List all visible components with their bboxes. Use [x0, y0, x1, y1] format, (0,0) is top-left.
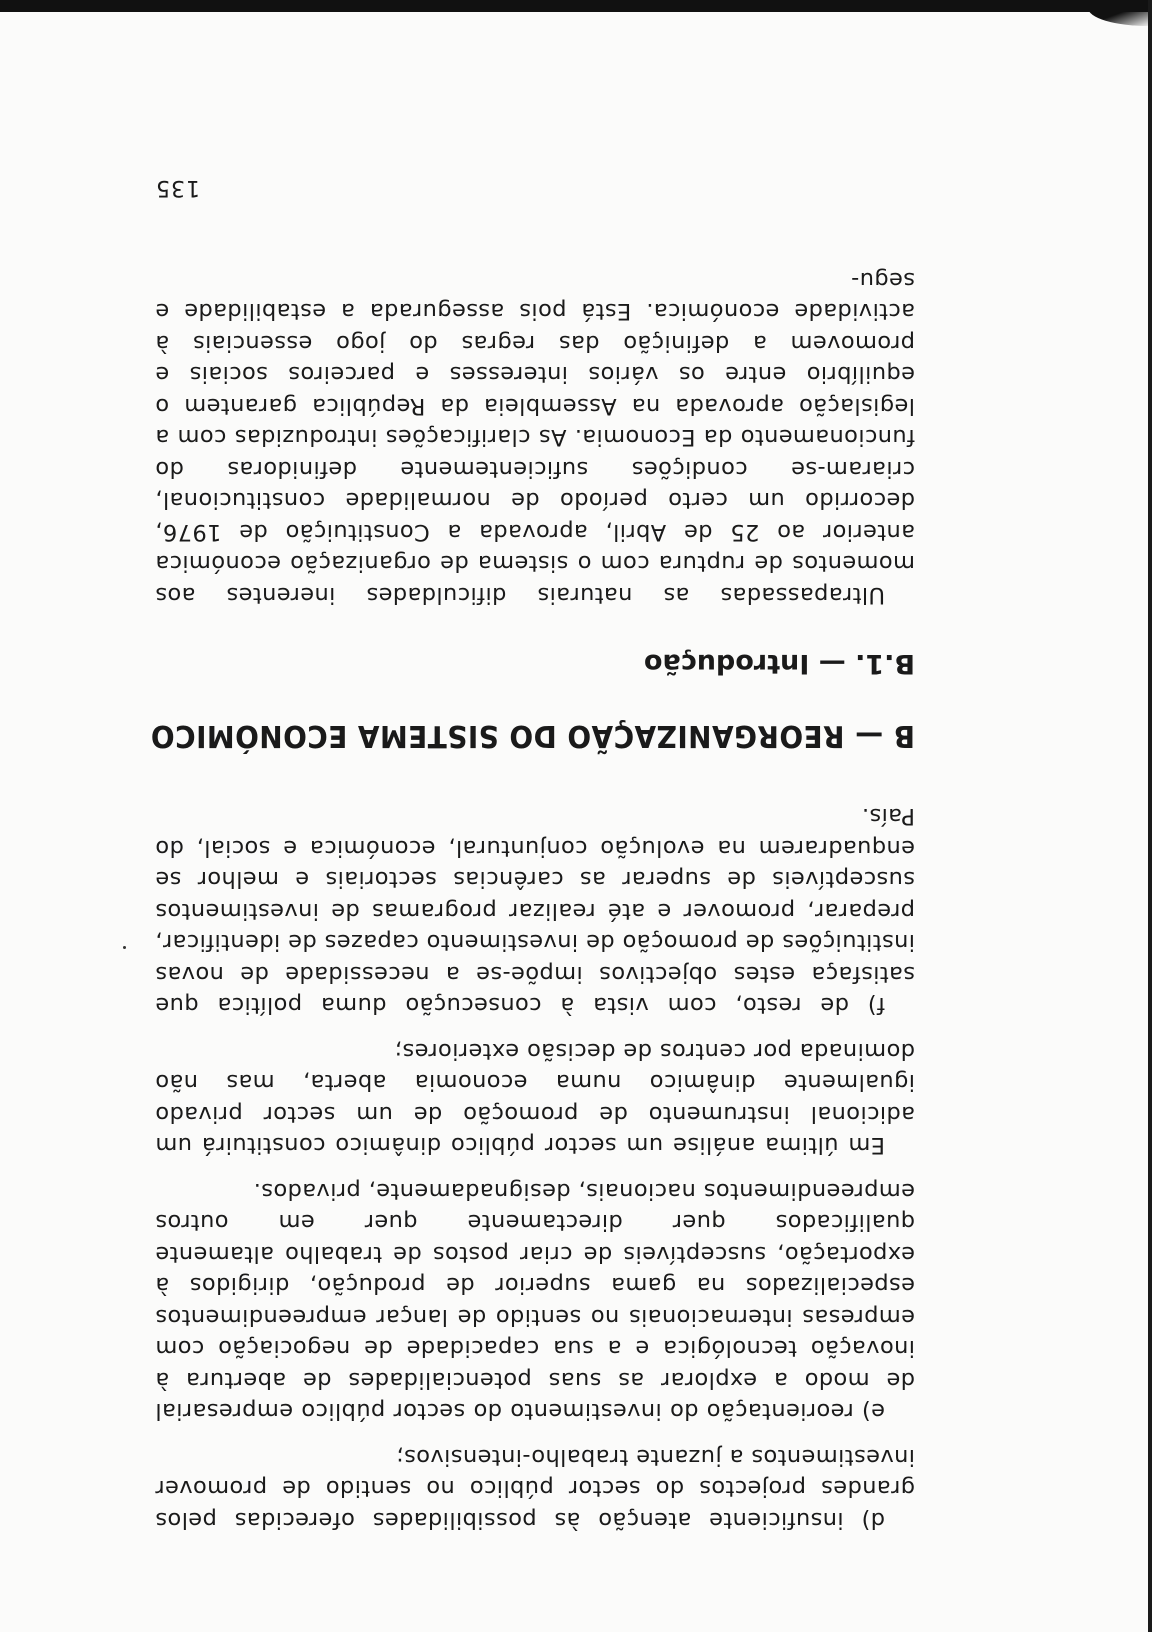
paragraph-conclusion: Em última análise um sector público dinâmico constituirá um adicional instrumento de promoção de um sector privado igualmente dinâmico numa economia aberta, mas não dominada por centros de decisão exteriores;: [155, 1038, 915, 1159]
paragraph-introduction: Ultrapassadas as naturais dificuldades inerentes aos momentos de ruptura com o sistema de organização económica anterior ao 25 de Abril, aprovada a Constituição de 1976, decorrido um certo período de normalidade constitucional, criaram-se condições suficientemente definidoras do funcionamento da Economia. As clarificações introduzidas com a legislação aprovada na Assembleia da República garantem o equilíbrio entre os vários interesses e parceiros sociais e promovem a definição das regras do jogo essenciais à actividade económica. Está pois assegurada a estabilidade e segu-: [155, 267, 915, 608]
subsection-heading: B.1. — Introdução: [643, 648, 915, 679]
printed-page-upside-down: [150, 85, 915, 1535]
section-heading: B — REORGANIZAÇÃO DO SISTEMA ECONÓMICO: [150, 718, 915, 753]
paragraph-f: f) de resto, com vista à consecução duma política que satisfaça estes objectivos impõe-se a necessidade de novas instituições de promoção de investimento capazes de identificar, preparar, promover e até realizar programas de investimentos susceptíveis de superar as carências sectoriais e melhor se enquadrarem na evolução conjuntural, económica e social, do País.: [155, 803, 915, 1019]
page-number: 135: [155, 175, 200, 201]
paragraph-e: e) reorientação do investimento do sector público empresarial de modo a explorar as suas potencialidades de abertura à inovação tecnológica e a sua capacidade de negociação com empresas internacionais no sentido de lançar empreendimentos especializados na gama superior de produção, dirigidos à exportação, susceptíveis de criar postos de trabalho altamente qualificados quer directamente quer em outros empreendimentos nacionais, designadamente, privados.: [155, 1178, 915, 1425]
scan-border-corner: [1088, 8, 1152, 26]
scan-border-top: [0, 0, 1152, 12]
paragraph-d: d) insuficiente atenção às possibilidades oferecidas pelos grandes projectos do sector público no sentido de promover investimentos a juzante trabalho-intensivos;: [155, 1444, 915, 1533]
scan-border-right: [1148, 0, 1152, 1632]
scan-speck: [123, 946, 126, 949]
